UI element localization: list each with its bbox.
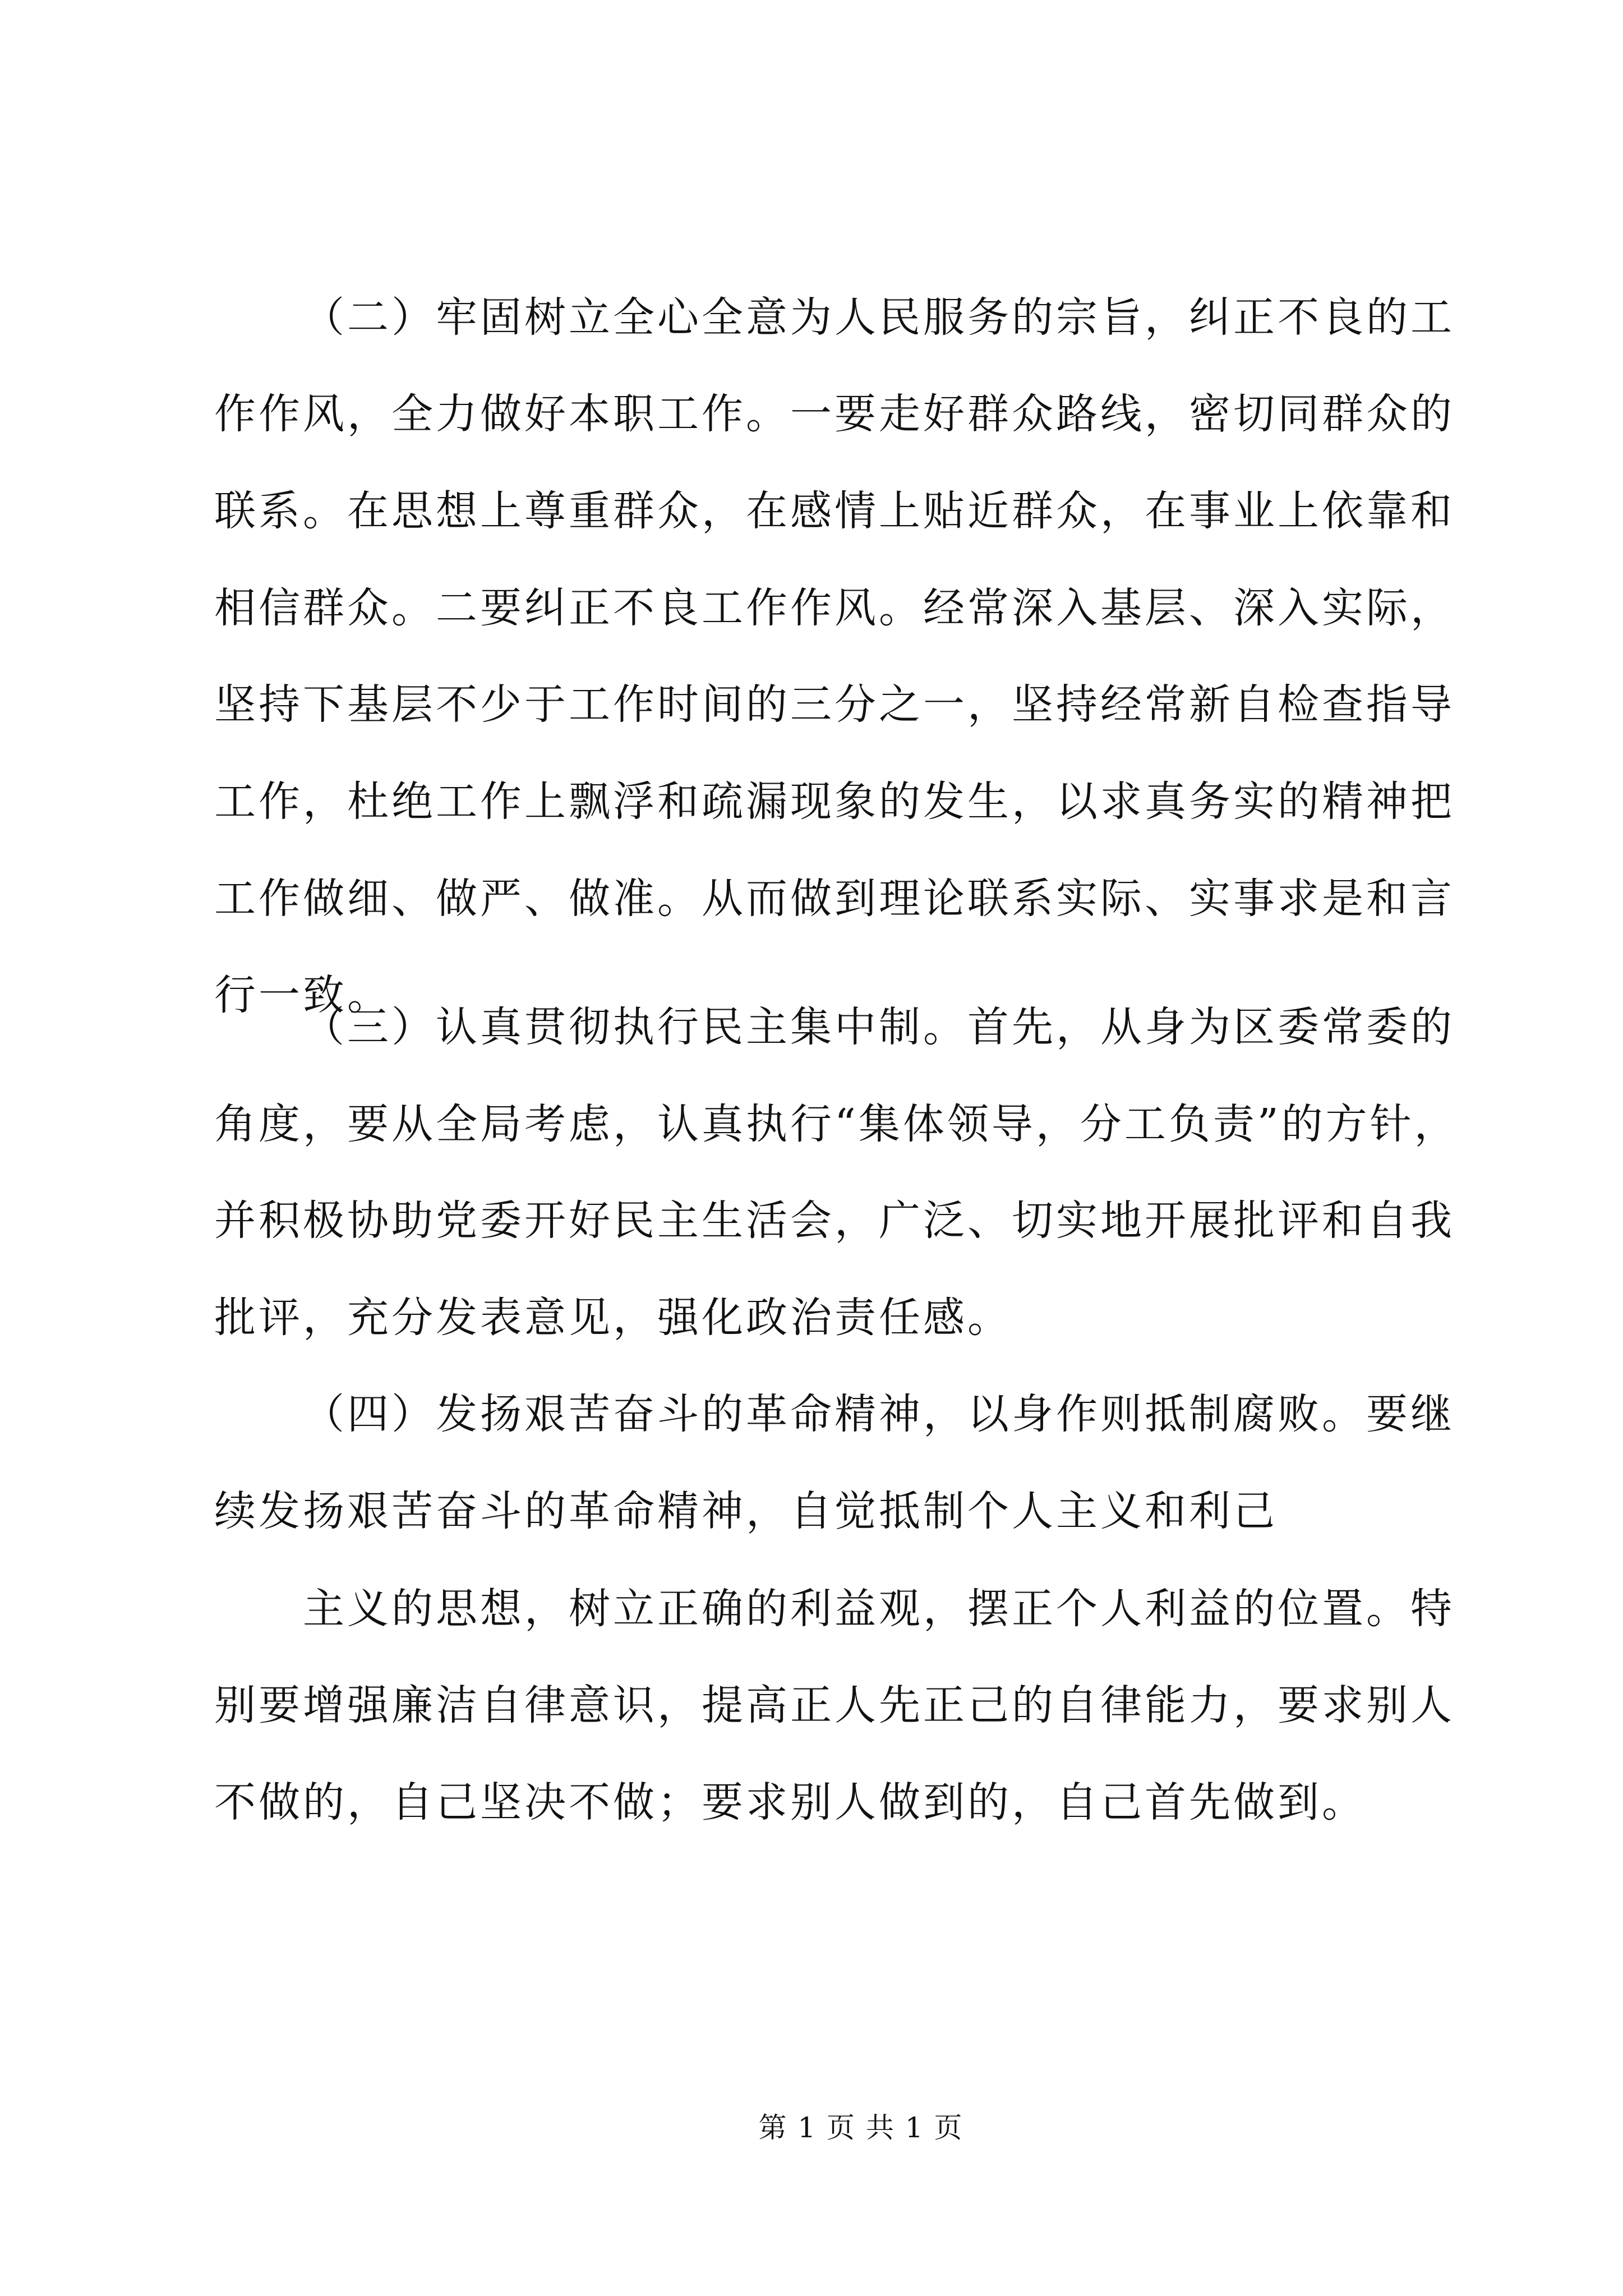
paragraph-3-line-3: 并积极协助党委开好民主生活会，广泛、切实地开展批评和自我 <box>214 1197 1455 1245</box>
paragraph-3-line-4: 批评，充分发表意见，强化政治责任感。 <box>214 1294 1012 1342</box>
paragraph-5-line-2: 别要增强廉洁自律意识，提高正人先正己的自律能力，要求别人 <box>214 1681 1455 1729</box>
paragraph-2-line-8: 行一致。 <box>214 971 391 1019</box>
paragraph-2-line-3: 联系。在思想上尊重群众，在感情上贴近群众，在事业上依靠和 <box>214 487 1455 535</box>
paragraph-2-line-7: 工作做细、做严、做准。从而做到理论联系实际、实事求是和言 <box>214 875 1455 923</box>
paragraph-2-line-6: 工作，杜绝工作上飘浮和疏漏现象的发生，以求真务实的精神把 <box>214 777 1455 826</box>
paragraph-5-line-3: 不做的，自己坚决不做；要求别人做到的，自己首先做到。 <box>214 1778 1366 1826</box>
paragraph-2-line-4: 相信群众。二要纠正不良工作作风。经常深入基层、深入实际， <box>214 584 1455 632</box>
page-footer: 第 1 页 共 1 页 <box>758 2111 963 2144</box>
paragraph-5-line-1: 主义的思想，树立正确的利益观，摆正个人利益的位置。特 <box>303 1585 1455 1633</box>
paragraph-3-line-2: 角度，要从全局考虑，认真执行“集体领导，分工负责”的方针， <box>214 1100 1459 1148</box>
paragraph-3-line-1: （三）认真贯彻执行民主集中制。首先，从身为区委常委的 <box>303 1003 1455 1051</box>
paragraph-2-line-5: 坚持下基层不少于工作时间的三分之一，坚持经常新自检查指导 <box>214 680 1455 729</box>
paragraph-4-line-2: 续发扬艰苦奋斗的革命精神，自觉抵制个人主义和利己 <box>214 1487 1278 1535</box>
paragraph-4-line-1: （四）发扬艰苦奋斗的革命精神，以身作则抵制腐败。要继 <box>303 1390 1455 1438</box>
paragraph-2-line-1: （二）牢固树立全心全意为人民服务的宗旨，纠正不良的工 <box>303 293 1455 342</box>
paragraph-2-line-2: 作作风，全力做好本职工作。一要走好群众路线，密切同群众的 <box>214 390 1455 438</box>
